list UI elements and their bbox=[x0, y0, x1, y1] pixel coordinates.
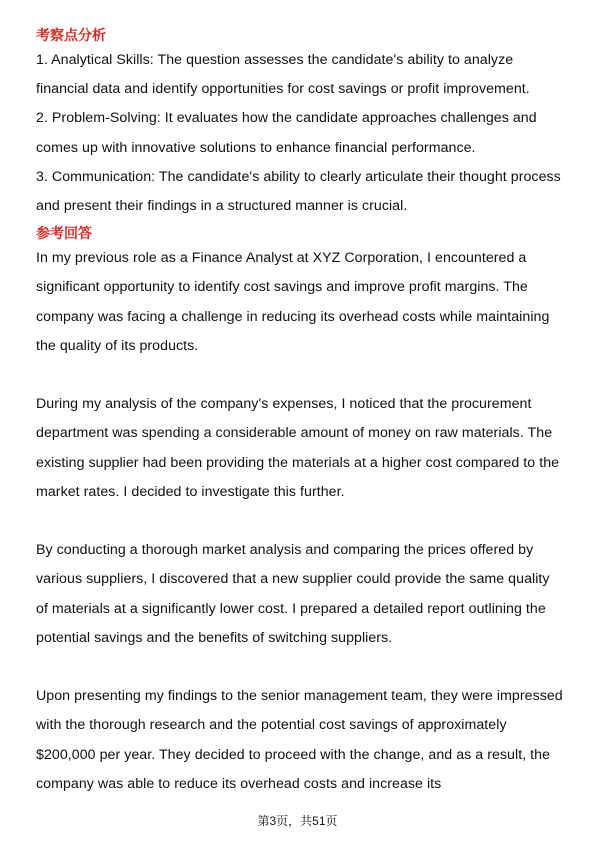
answer-paragraph-2: During my analysis of the company's expenses, I noticed that the procurement department was spending a considerable amount of money on raw materials. The existing supplier had been providing the materials at a higher cost compared to the market rates. I decided to investigate this further. bbox=[36, 396, 560, 500]
analysis-point-1: 1. Analytical Skills: The question assesses the candidate's ability to analyze financial data and identify opportunities for cost savings or profit improvement. bbox=[36, 52, 530, 98]
answer-paragraph-4: Upon presenting my findings to the senior management team, they were impressed with the thorough research and the potential cost savings of approximately $200,000 per year. They decided to proceed with the change, and as a result, the company was able to reduce its overhead costs and increase its bbox=[36, 688, 563, 792]
analysis-point-2: 2. Problem-Solving: It evaluates how the candidate approaches challenges and comes up with innovative solutions to enhance financial performance. bbox=[36, 110, 537, 156]
answer-heading: 参考回答 bbox=[36, 225, 92, 242]
answer-paragraph-3: By conducting a thorough market analysis and comparing the prices offered by various suppliers, I discovered that a new supplier could provide the same quality of materials at a significantly lower cost. I prepared a detailed report outlining the potential savings and the benefits of switching suppliers. bbox=[36, 542, 550, 646]
paragraph-spacer bbox=[36, 653, 564, 682]
paragraph-spacer bbox=[36, 361, 564, 390]
page-content bbox=[36, 24, 564, 799]
answer-paragraph-1: In my previous role as a Finance Analyst at XYZ Corporation, I encountered a significant opportunity to identify cost savings and improve profit margins. The company was facing a challenge in reducing its overhead costs while maintaining the quality of its products. bbox=[36, 250, 550, 354]
paragraph-spacer bbox=[36, 507, 564, 536]
analysis-point-3: 3. Communication: The candidate's ability to clearly articulate their thought process and present their findings in a structured manner is crucial. bbox=[36, 168, 561, 215]
analysis-heading: 考察点分析 bbox=[36, 27, 106, 43]
page-number-footer: 第3页，共51页 bbox=[257, 814, 338, 828]
